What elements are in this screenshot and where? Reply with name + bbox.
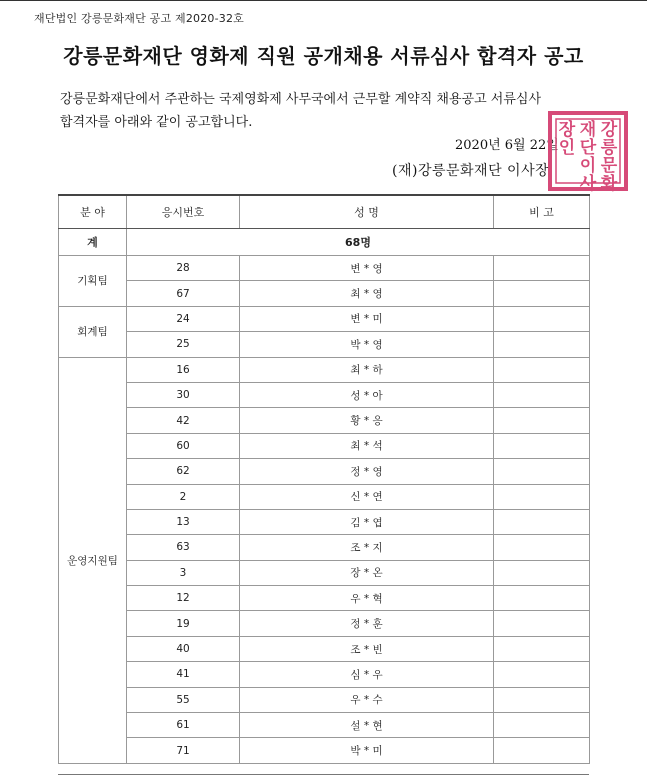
seal-glyph: 장 <box>558 120 576 140</box>
header-remarks: 비 고 <box>494 195 590 229</box>
remarks-cell <box>494 306 590 331</box>
header-applicant-no: 응시번호 <box>127 195 240 229</box>
name-cell: 김 * 엽 <box>240 509 494 534</box>
name-cell: 조 * 빈 <box>240 636 494 661</box>
name-cell: 성 * 아 <box>240 382 494 407</box>
name-cell: 최 * 영 <box>240 281 494 306</box>
applicant-no-cell: 3 <box>127 560 240 585</box>
applicant-no-cell: 60 <box>127 433 240 458</box>
seal-glyph: 문 <box>600 156 618 176</box>
name-cell: 조 * 지 <box>240 535 494 560</box>
table-row <box>59 306 590 331</box>
official-seal-stamp <box>547 110 629 192</box>
seal-glyph: 화 <box>600 174 618 192</box>
seal-glyph: 이 <box>579 156 597 176</box>
applicant-no-cell: 24 <box>127 306 240 331</box>
table-header-row <box>59 195 590 229</box>
applicant-no-cell: 42 <box>127 408 240 433</box>
applicant-no-cell: 55 <box>127 687 240 712</box>
name-cell: 최 * 하 <box>240 357 494 382</box>
announcement-line-1: 강릉문화재단에서 주관하는 국제영화제 사무국에서 근무할 계약직 채용공고 서류심사 <box>60 92 542 107</box>
page-title: 강릉문화재단 영화제 직원 공개채용 서류심사 합격자 공고 <box>63 44 584 68</box>
table-row <box>59 281 590 306</box>
announcement-line-2: 합격자를 아래와 같이 공고합니다. <box>60 115 253 130</box>
applicant-no-cell: 61 <box>127 713 240 738</box>
table-row <box>59 408 590 433</box>
name-cell: 황 * 응 <box>240 408 494 433</box>
header-division: 분 야 <box>59 195 127 229</box>
table-row <box>59 433 590 458</box>
seal-glyph: 인 <box>558 138 576 158</box>
announcement-body <box>60 88 600 134</box>
table-row <box>59 586 590 611</box>
remarks-cell <box>494 636 590 661</box>
remarks-cell <box>494 357 590 382</box>
name-cell: 장 * 온 <box>240 560 494 585</box>
applicant-no-cell: 28 <box>127 256 240 281</box>
applicant-no-cell: 2 <box>127 484 240 509</box>
remarks-cell <box>494 484 590 509</box>
applicant-no-cell: 30 <box>127 382 240 407</box>
header-name: 성 명 <box>240 195 494 229</box>
seal-glyph: 사 <box>579 174 597 192</box>
name-cell: 박 * 미 <box>240 738 494 763</box>
applicant-no-cell: 40 <box>127 636 240 661</box>
applicant-no-cell: 16 <box>127 357 240 382</box>
applicant-no-cell: 63 <box>127 535 240 560</box>
top-rule <box>0 0 647 9</box>
remarks-cell <box>494 662 590 687</box>
remarks-cell <box>494 586 590 611</box>
table-row <box>59 636 590 661</box>
remarks-cell <box>494 560 590 585</box>
remarks-cell <box>494 738 590 763</box>
total-value: 68명 <box>127 229 590 256</box>
remarks-cell <box>494 535 590 560</box>
table-row <box>59 611 590 636</box>
name-cell: 변 * 영 <box>240 256 494 281</box>
division-cell: 회계팀 <box>59 306 127 357</box>
remarks-cell <box>494 433 590 458</box>
table-row <box>59 509 590 534</box>
table-row <box>59 332 590 357</box>
name-cell: 정 * 훈 <box>240 611 494 636</box>
name-cell: 변 * 미 <box>240 306 494 331</box>
remarks-cell <box>494 408 590 433</box>
announcement-date: 2020년 6월 22일 <box>455 138 559 153</box>
table-row <box>59 535 590 560</box>
remarks-cell <box>494 687 590 712</box>
seal-glyph: 단 <box>579 138 597 158</box>
name-cell: 정 * 영 <box>240 459 494 484</box>
applicant-no-cell: 41 <box>127 662 240 687</box>
table-row <box>59 662 590 687</box>
notice-number: 재단법인 강릉문화재단 공고 제2020-32호 <box>34 12 245 25</box>
total-row <box>59 229 590 256</box>
applicant-no-cell: 25 <box>127 332 240 357</box>
name-cell: 심 * 우 <box>240 662 494 687</box>
applicant-no-cell: 12 <box>127 586 240 611</box>
seal-glyphs <box>559 119 618 192</box>
table-row <box>59 484 590 509</box>
name-cell: 신 * 연 <box>240 484 494 509</box>
table-row <box>59 738 590 763</box>
remarks-cell <box>494 256 590 281</box>
seal-glyph: 릉 <box>600 138 618 158</box>
table-row <box>59 357 590 382</box>
division-cell: 운영지원팀 <box>59 357 127 763</box>
results-table <box>58 194 590 764</box>
name-cell: 설 * 현 <box>240 713 494 738</box>
name-cell: 우 * 혁 <box>240 586 494 611</box>
total-label: 계 <box>59 229 127 256</box>
table-row <box>59 382 590 407</box>
seal-glyph: 강 <box>600 120 618 140</box>
remarks-cell <box>494 332 590 357</box>
remarks-cell <box>494 281 590 306</box>
remarks-cell <box>494 611 590 636</box>
remarks-cell <box>494 382 590 407</box>
table-row <box>59 256 590 281</box>
applicant-no-cell: 62 <box>127 459 240 484</box>
remarks-cell <box>494 509 590 534</box>
applicant-no-cell: 71 <box>127 738 240 763</box>
signer-name: (재)강릉문화재단 이사장 <box>392 163 550 179</box>
applicant-no-cell: 67 <box>127 281 240 306</box>
seal-glyph: 재 <box>579 120 597 140</box>
name-cell: 최 * 석 <box>240 433 494 458</box>
table-row <box>59 713 590 738</box>
results-body <box>59 229 590 764</box>
applicant-no-cell: 13 <box>127 509 240 534</box>
applicant-no-cell: 19 <box>127 611 240 636</box>
table-row <box>59 560 590 585</box>
table-row <box>59 459 590 484</box>
remarks-cell <box>494 713 590 738</box>
name-cell: 우 * 수 <box>240 687 494 712</box>
division-cell: 기획팀 <box>59 256 127 307</box>
remarks-cell <box>494 459 590 484</box>
table-row <box>59 687 590 712</box>
bottom-rule <box>58 774 589 775</box>
name-cell: 박 * 영 <box>240 332 494 357</box>
